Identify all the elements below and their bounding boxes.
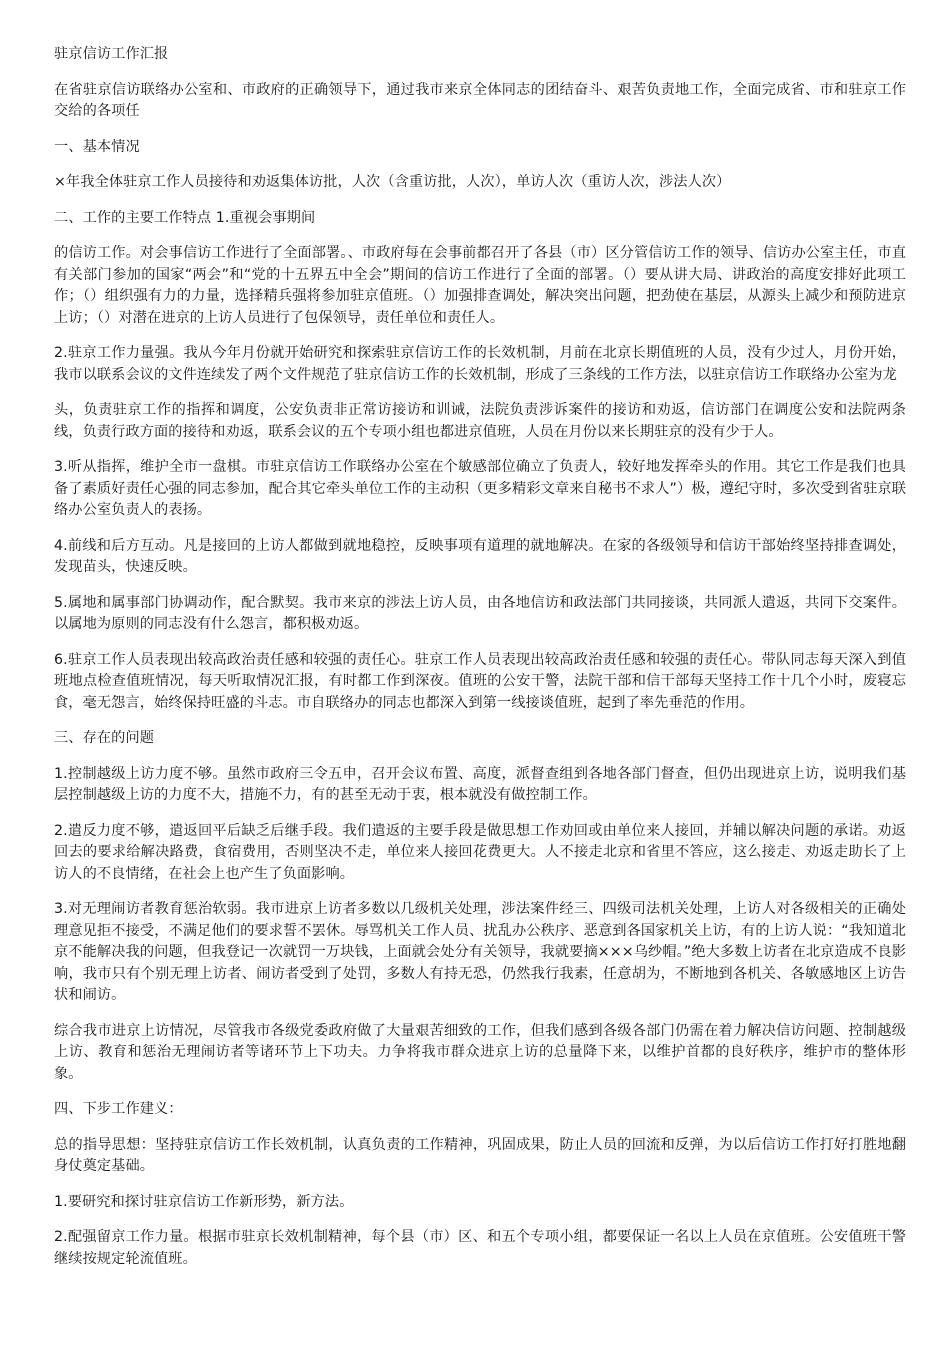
- basic-situation-paragraph: ×年我全体驻京工作人员接待和劝返集体访批，人次（含重访批，人次），单访人次（重访人次，涉法人次）: [54, 174, 731, 190]
- paragraph: 5.属地和属事部门协调动作，配合默契。我市来京的涉法上访人员，由各地信访和政法部门共同接谈，共同派人遣返，共同下交案件。以属地为原则的同志没有什么怨言，都积极劝返。: [54, 594, 906, 632]
- paragraph: 1.控制越级上访力度不够。虽然市政府三令五申，召开会议布置、高度，派督查组到各地各部门督查，但仍出现进京上访，说明我们基层控制越级上访的力度不大，措施不力，有的甚至无动于衷，根本就没有做控制工作。: [54, 765, 906, 803]
- paragraph: 的信访工作。对会事信访工作进行了全面部署。、市政府每在会事前都召开了各县（市）区分管信访工作的领导、信访办公室主任，市直有关部门参加的国家“两会”和“党的十五界五中全会”期间的信访工作进行了全面的部署。（）要从讲大局、讲政治的高度安排好此项工作；（）组织强有力的力量，选择精兵强将参加驻京值班。（）加强排查调处，解决突出问题，把劲使在基层，从源头上减少和预防进京上访；（）对潜在进京的上访人员进行了包保领导，责任单位和责任人。: [54, 245, 906, 326]
- document-title: 驻京信访工作汇报: [54, 46, 169, 62]
- document-page: [54, 44, 906, 1284]
- paragraph: 6.驻京工作人员表现出较高政治责任感和较强的责任心。驻京工作人员表现出较高政治责任感和较强的责任心。带队同志每天深入到值班地点检查值班情况，每天听取情况汇报，有时都工作到深夜。值班的公安干警，法院干部和信干部每天坚持工作十几个小时，废寝忘食，毫无怨言，始终保持旺盛的斗志。市自联络办的同志也都深入到第一线接谈值班，起到了率先垂范的作用。: [54, 651, 906, 711]
- paragraph: 2.驻京工作力量强。我从今年月份就开始研究和探索驻京信访工作的长效机制，月前在北京长期值班的人员，没有少过人，月份开始，我市以联系会议的文件连续发了两个文件规范了驻京信访工作的长效机制，形成了三条线的工作方法，以驻京信访工作联络办公室为龙: [54, 345, 906, 383]
- paragraph: 头，负责驻京工作的指挥和调度，公安负责非正常访接访和训诫，法院负责涉诉案件的接访和劝返，信访部门在调度公安和法院两条线，负责行政方面的接待和劝返，联系会议的五个专项小组也都进京值班，人员在月份以来长期驻京的没有少于人。: [54, 402, 906, 440]
- paragraph: 4.前线和后方互动。凡是接回的上访人都做到就地稳控，反映事项有道理的就地解决。在家的各级领导和信访干部始终坚持排查调处，发现苗头，快速反映。: [54, 537, 906, 575]
- paragraph: 总的指导思想：坚持驻京信访工作长效机制，认真负责的工作精神，巩固成果，防止人员的回流和反弹，为以后信访工作打好打胜地翻身仗奠定基础。: [54, 1136, 906, 1174]
- paragraph: 2.遣反力度不够，遣返回平后缺乏后继手段。我们遣返的主要手段是做思想工作劝回或由单位来人接回，并辅以解决问题的承诺。劝返回去的要求给解决路费，食宿费用，否则坚决不走，单位来人接回花费更大。人不接走北京和省里不答应，这么接走、劝返走助长了上访人的不良情绪，在社会上也产生了负面影响。: [54, 822, 906, 882]
- section-heading-work-features: 二、工作的主要工作特点 1.重视会事期间: [54, 209, 316, 226]
- section-heading-basic-situation: 一、基本情况: [54, 138, 140, 155]
- paragraph: 2.配强留京工作力量。根据市驻京长效机制精神，每个县（市）区、和五个专项小组，都要保证一名以上人员在京值班。公安值班干警继续按规定轮流值班。: [54, 1229, 906, 1267]
- paragraph: 3.对无理闹访者教育惩治软弱。我市进京上访者多数以几级机关处理，涉法案件经三、四级司法机关处理，上访人对各级相关的正确处理意见拒不接受，不满足他们的要求誓不罢休。辱骂机关工作人员、扰乱办公秩序、恶意到各国家机关上访，有的上访人说：“我知道北京不能解决我的问题，但我登记一次就罚一万块钱，上面就会处分有关领导，我就要摘×××乌纱帽。”绝大多数上访者在北京造成不良影响，我市只有个别无理上访者、闹访者受到了处罚，多数人有持无恐，仍然我行我素，任意胡为，不断地到各机关、各敏感地区上访告状和闹访。: [54, 901, 906, 1003]
- paragraph: 3.听从指挥，维护全市一盘棋。市驻京信访工作联络办公室在个敏感部位确立了负责人，较好地发挥牵头的作用。其它工作是我们也具备了素质好责任心强的同志参加，配合其它牵头单位工作的主动积（更多精彩文章来自秘书不求人”）极，遵纪守时，多次受到省驻京联络办公室负责人的表扬。: [54, 459, 906, 518]
- section-heading-problems: 三、存在的问题: [54, 730, 155, 746]
- paragraph: 综合我市进京上访情况，尽管我市各级党委政府做了大量艰苦细致的工作，但我们感到各级各部门仍需在着力解决信访问题、控制越级上访、教育和惩治无理闹访者等诸环节上下功夫。力争将我市群众进京上访的总量降下来，以维护首都的良好秩序，维护市的整体形象。: [54, 1022, 906, 1082]
- intro-paragraph: 在省驻京信访联络办公室和、市政府的正确领导下，通过我市来京全体同志的团结奋斗、艰苦负责地工作，全面完成省、市和驻京工作交给的各项任: [54, 81, 906, 119]
- section-heading-next-steps: 四、下步工作建义：: [54, 1101, 183, 1117]
- paragraph: 1.要研究和探讨驻京信访工作新形势，新方法。: [54, 1193, 354, 1210]
